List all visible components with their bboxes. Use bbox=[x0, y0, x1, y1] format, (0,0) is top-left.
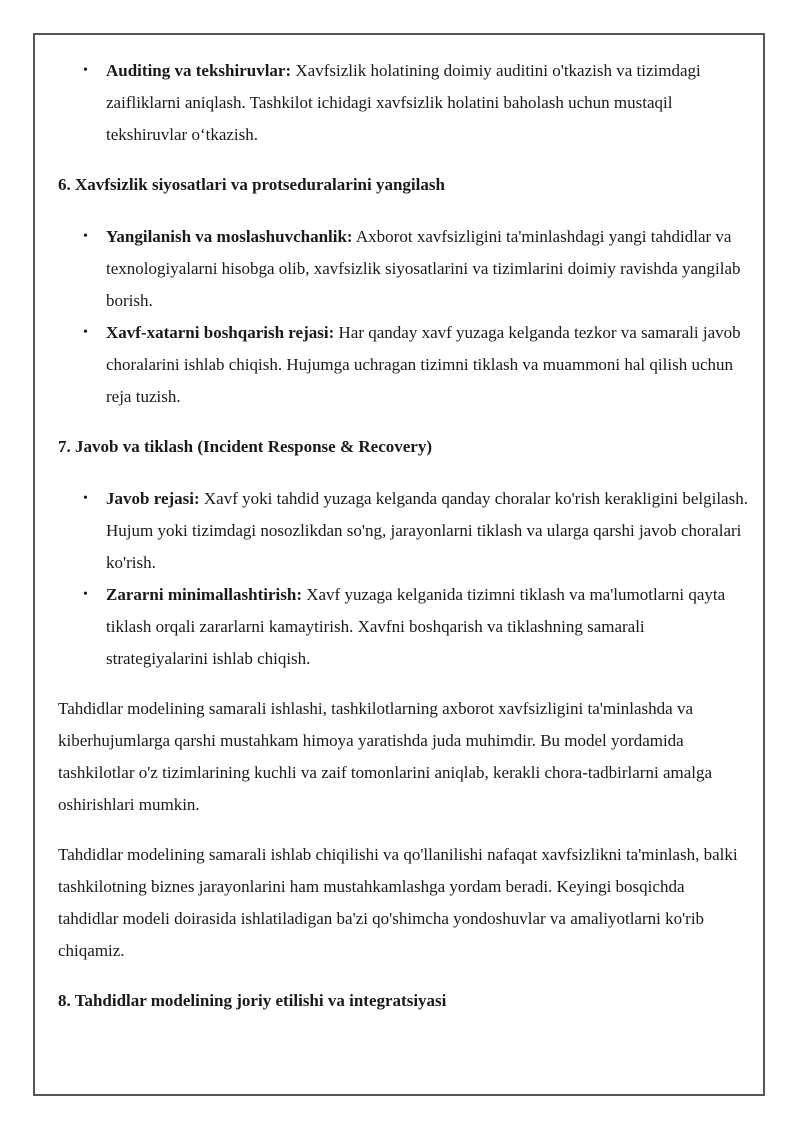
list-item-text: Xavf yoki tahdid yuzaga kelganda qanday choralar ko'rish kerakligini belgilash. Hujum yoki tizimdagi nosozlikdan so'ng, jarayonlarni tiklash va ularga qarshi javob choralari ko'rish. bbox=[106, 489, 748, 572]
list-item-text: Xavfsizlik holatining doimiy auditini o'tkazish va tizimdagi zaifliklarni aniqlash. Tashkilot ichidagi xavfsizlik holatini baholash uchun mustaqil tekshiruvlar oʻtkazish. bbox=[106, 61, 701, 144]
list-item bbox=[58, 317, 748, 413]
section-heading-7: 7. Javob va tiklash (Incident Response & Recovery) bbox=[58, 437, 432, 456]
list-item bbox=[58, 55, 748, 151]
list-item-text: Har qanday xavf yuzaga kelganda tezkor va samarali javob choralarini ishlab chiqish. Hujumga uchragan tizimni tiklash va muammoni hal qilish uchun reja tuzish. bbox=[106, 323, 741, 406]
bullet-icon: • bbox=[83, 63, 88, 78]
list-item-term: Zararni minimallashtirish: bbox=[106, 585, 302, 604]
body-paragraph: Tahdidlar modelining samarali ishlab chiqilishi va qo'llanilishi nafaqat xavfsizlikni ta'minlash, balki tashkilotning biznes jarayonlarini ham mustahkamlashga yordam beradi. Keyingi bosqichda tahdidlar modeli doirasida ishlatiladigan ba'zi qo'shimcha yondoshuvlar va amaliyotlarni ko'rib chiqamiz. bbox=[58, 845, 738, 960]
list-item bbox=[58, 221, 748, 317]
list-item bbox=[58, 579, 748, 675]
list-item-term: Yangilanish va moslashuvchanlik: bbox=[106, 227, 353, 246]
bullet-icon: • bbox=[83, 325, 88, 340]
list-item-term: Javob rejasi: bbox=[106, 489, 200, 508]
list-item bbox=[58, 483, 748, 579]
bullet-list-top bbox=[58, 55, 748, 151]
section-heading-6: 6. Xavfsizlik siyosatlari va protseduralarini yangilash bbox=[58, 175, 445, 194]
section-heading-8: 8. Tahdidlar modelining joriy etilishi va integratsiyasi bbox=[58, 991, 447, 1010]
bullet-icon: • bbox=[83, 491, 88, 506]
bullet-list-section7 bbox=[58, 483, 748, 675]
bullet-icon: • bbox=[83, 587, 88, 602]
list-item-text: Axborot xavfsizligini ta'minlashdagi yangi tahdidlar va texnologiyalarni hisobga olib, xavfsizlik siyosatlarini va tizimlarini doimiy ravishda yangilab borish. bbox=[106, 227, 741, 310]
bullet-list-section6 bbox=[58, 221, 748, 413]
document-body bbox=[58, 55, 748, 1017]
list-item-text: Xavf yuzaga kelganida tizimni tiklash va ma'lumotlarni qayta tiklash orqali zararlarni kamaytirish. Xavfni boshqarish va tiklashning samarali strategiyalarini ishlab chiqish. bbox=[106, 585, 726, 668]
bullet-icon: • bbox=[83, 229, 88, 244]
list-item-term: Xavf-xatarni boshqarish rejasi: bbox=[106, 323, 335, 342]
list-item-term: Auditing va tekshiruvlar: bbox=[106, 61, 292, 80]
body-paragraph: Tahdidlar modelining samarali ishlashi, tashkilotlarning axborot xavfsizligini ta'minlashda va kiberhujumlarga qarshi mustahkam himoya yaratishda juda muhimdir. Bu model yordamida tashkilotlar o'z tizimlarining kuchli va zaif tomonlarini aniqlab, kerakli chora-tadbirlarni amalga oshirishlari mumkin. bbox=[58, 699, 713, 814]
